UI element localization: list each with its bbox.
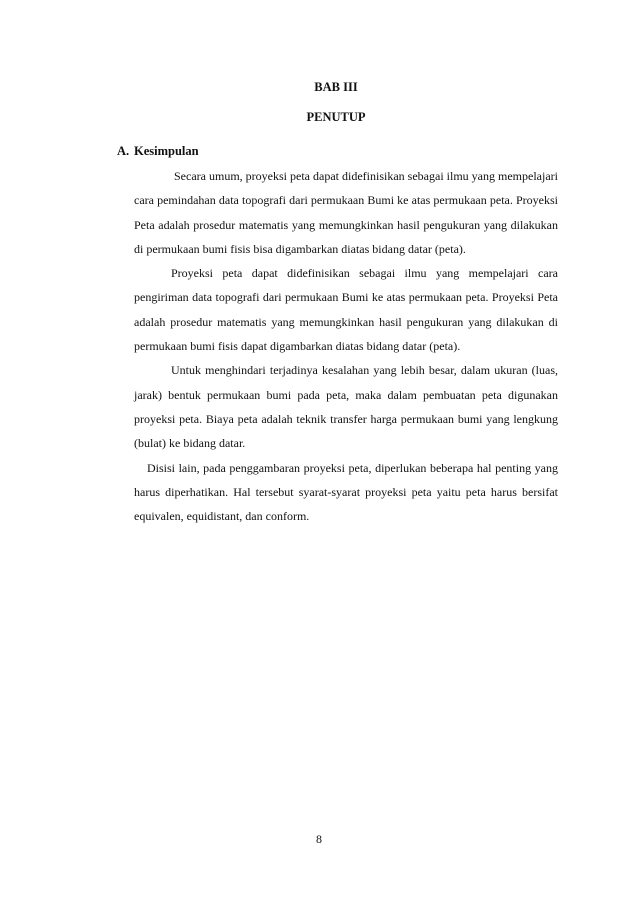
paragraph: Proyeksi peta dapat didefinisikan sebagai ilmu yang mempelajari cara pengiriman data topografi dari permukaan Bumi ke atas permukaan peta. Proyeksi Peta adalah prosedur matematis yang memungkinkan hasil pengukuran yang dilakukan di permukaan bumi fisis dapat digambarkan diatas bidang datar (peta). — [134, 266, 558, 354]
chapter-number: BAB III — [314, 80, 358, 94]
section-letter: A. — [117, 144, 130, 158]
chapter-title: PENUTUP — [306, 110, 366, 124]
page-number: 8 — [316, 832, 322, 846]
paragraph: Untuk menghindari terjadinya kesalahan yang lebih besar, dalam ukuran (luas, jarak) bentuk permukaan bumi pada peta, maka dalam pembuatan peta digunakan proyeksi peta. Biaya peta adalah teknik transfer harga permukaan bumi yang lengkung (bulat) ke bidang datar. — [134, 363, 558, 451]
section-heading — [117, 144, 199, 159]
section-heading-text: Kesimpulan — [134, 144, 199, 158]
paragraph: Secara umum, proyeksi peta dapat didefinisikan sebagai ilmu yang mempelajari cara pemindahan data topografi dari permukaan Bumi ke atas permukaan peta. Proyeksi Peta adalah prosedur matematis yang memungkinkan hasil pengukuran yang dilakukan di permukaan bumi fisis bisa digambarkan diatas bidang datar (peta). — [134, 169, 558, 256]
body-text — [134, 164, 558, 528]
paragraph: Disisi lain, pada penggambaran proyeksi peta, diperlukan beberapa hal penting yang harus diperhatikan. Hal tersebut syarat-syarat proyeksi peta yaitu peta harus bersifat equivalen, equidistant, dan conform. — [134, 460, 558, 524]
